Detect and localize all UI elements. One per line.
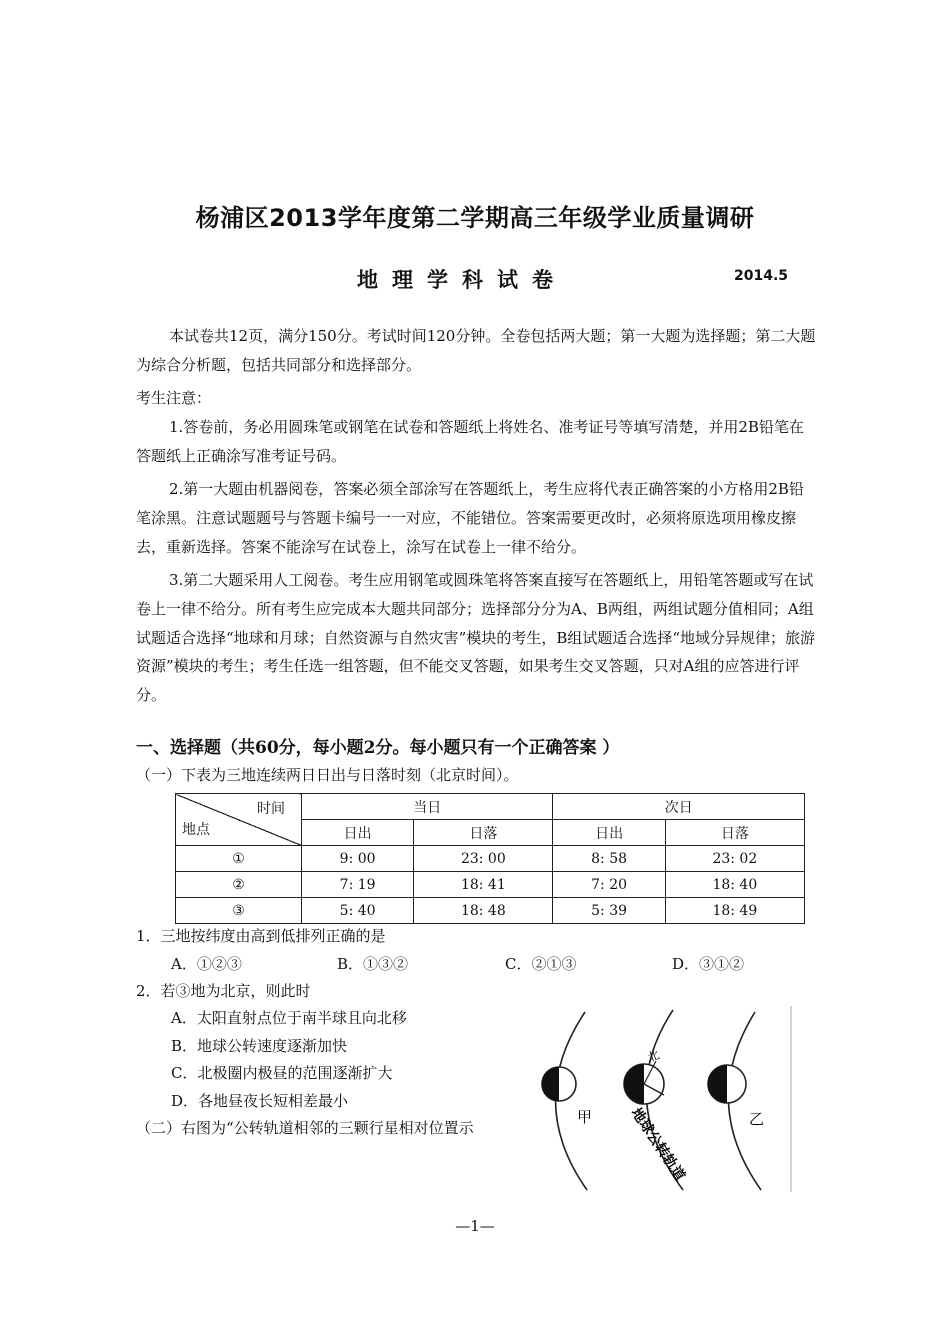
part2-intro: （二）右图为“公转轨道相邻的三颗行星相对位置示	[136, 1119, 474, 1137]
q1-option-d: D．③①②	[672, 955, 745, 973]
cell-d1-rise: 5: 40	[302, 898, 414, 924]
planet-earth	[624, 1061, 664, 1104]
page-number: —1—	[455, 1217, 495, 1235]
section-heading: 一、选择题（共60分，每小题2分。每小题只有一个正确答案 ）	[136, 738, 620, 758]
cell-d2-rise: 7: 20	[553, 872, 665, 898]
q1-option-c: C．②①③	[505, 955, 577, 973]
q2-option-d: D．各地昼夜长短相差最小	[171, 1092, 349, 1110]
cell-d2-rise: 5: 39	[553, 898, 665, 924]
table-corner-cell	[176, 794, 302, 846]
notice-label: 考生注意：	[136, 389, 212, 407]
planet-yi	[708, 1065, 746, 1103]
header-sunset: 日落	[414, 820, 553, 846]
question-1-stem: 1．三地按纬度由高到低排列正确的是	[136, 927, 386, 945]
header-sunrise: 日出	[553, 820, 665, 846]
cell-d1-set: 18: 48	[414, 898, 553, 924]
q2-option-c: C．北极圈内极昼的范围逐渐扩大	[171, 1064, 393, 1082]
corner-time-label: 时间	[257, 801, 285, 817]
cell-d2-set: 18: 49	[665, 898, 804, 924]
label-earth-orbit: 地球公转轨道	[627, 1105, 688, 1184]
cell-place: ②	[176, 872, 302, 898]
exam-title: 杨浦区2013学年度第二学期高三年级学业质量调研	[195, 204, 755, 232]
header-day2: 次日	[553, 794, 805, 820]
note-1: 1.答卷前，务必用圆珠笔或钢笔在试卷和答题纸上将姓名、准考证号等填写清楚，并用2B铅笔在答题纸上正确涂写准考证号码。	[136, 418, 804, 465]
header-day1: 当日	[302, 794, 553, 820]
part1-intro: （一）下表为三地连续两日日出与日落时刻（北京时间）。	[136, 766, 519, 784]
intro-paragraph: 本试卷共12页，满分150分。考试时间120分钟。全卷包括两大题；第一大题为选择题；第二大题为综合分析题，包括共同部分和选择部分。	[136, 327, 816, 374]
planet-orbits-figure	[533, 1006, 793, 1192]
q1-option-b: B．①③②	[337, 955, 409, 973]
cell-d1-rise: 7: 19	[302, 872, 414, 898]
cell-place: ①	[176, 846, 302, 872]
question-2-stem: 2．若③地为北京，则此时	[136, 982, 311, 1000]
header-sunset: 日落	[665, 820, 804, 846]
q2-option-b: B．地球公转速度逐渐加快	[171, 1037, 348, 1055]
label-jia: 甲	[577, 1108, 593, 1126]
cell-d2-set: 18: 40	[665, 872, 804, 898]
table-row	[176, 898, 805, 924]
exam-subtitle: 地理学科试卷	[357, 268, 567, 292]
cell-d2-rise: 8: 58	[553, 846, 665, 872]
cell-d2-set: 23: 02	[665, 846, 804, 872]
table-row	[176, 846, 805, 872]
cell-d1-set: 18: 41	[414, 872, 553, 898]
cell-place: ③	[176, 898, 302, 924]
table-row	[176, 872, 805, 898]
label-north: 北	[645, 1047, 662, 1065]
header-sunrise: 日出	[302, 820, 414, 846]
q1-option-a: A．①②③	[171, 955, 242, 973]
planet-jia	[542, 1067, 576, 1101]
corner-place-label: 地点	[182, 822, 210, 838]
q2-option-a: A．太阳直射点位于南半球且向北移	[171, 1009, 407, 1027]
sunrise-sunset-table	[175, 793, 805, 924]
label-yi: 乙	[749, 1110, 765, 1128]
exam-date: 2014.5	[734, 268, 789, 284]
note-3: 3.第二大题采用人工阅卷。考生应用钢笔或圆珠笔将答案直接写在答题纸上，用铅笔答题或写在试卷上一律不给分。所有考生应完成本大题共同部分；选择部分分为A、B两组，两组试题分值相同；A组试题适合选择“地球和月球；自然资源与自然灾害”模块的考生，B组试题适合选择“地域分异规律；旅游资源”模块的考生；考生任选一组答题，但不能交叉答题，如果考生交叉答题，只对A组的应答进行评分。	[136, 571, 816, 705]
note-2: 2.第一大题由机器阅卷，答案必须全部涂写在答题纸上，考生应将代表正确答案的小方格用2B铅笔涂黑。注意试题题号与答题卡编号一一对应，不能错位。答案需要更改时，必须将原选项用橡皮擦去，重新选择。答案不能涂写在试卷上，涂写在试卷上一律不给分。	[136, 480, 804, 556]
cell-d1-set: 23: 00	[414, 846, 553, 872]
cell-d1-rise: 9: 00	[302, 846, 414, 872]
